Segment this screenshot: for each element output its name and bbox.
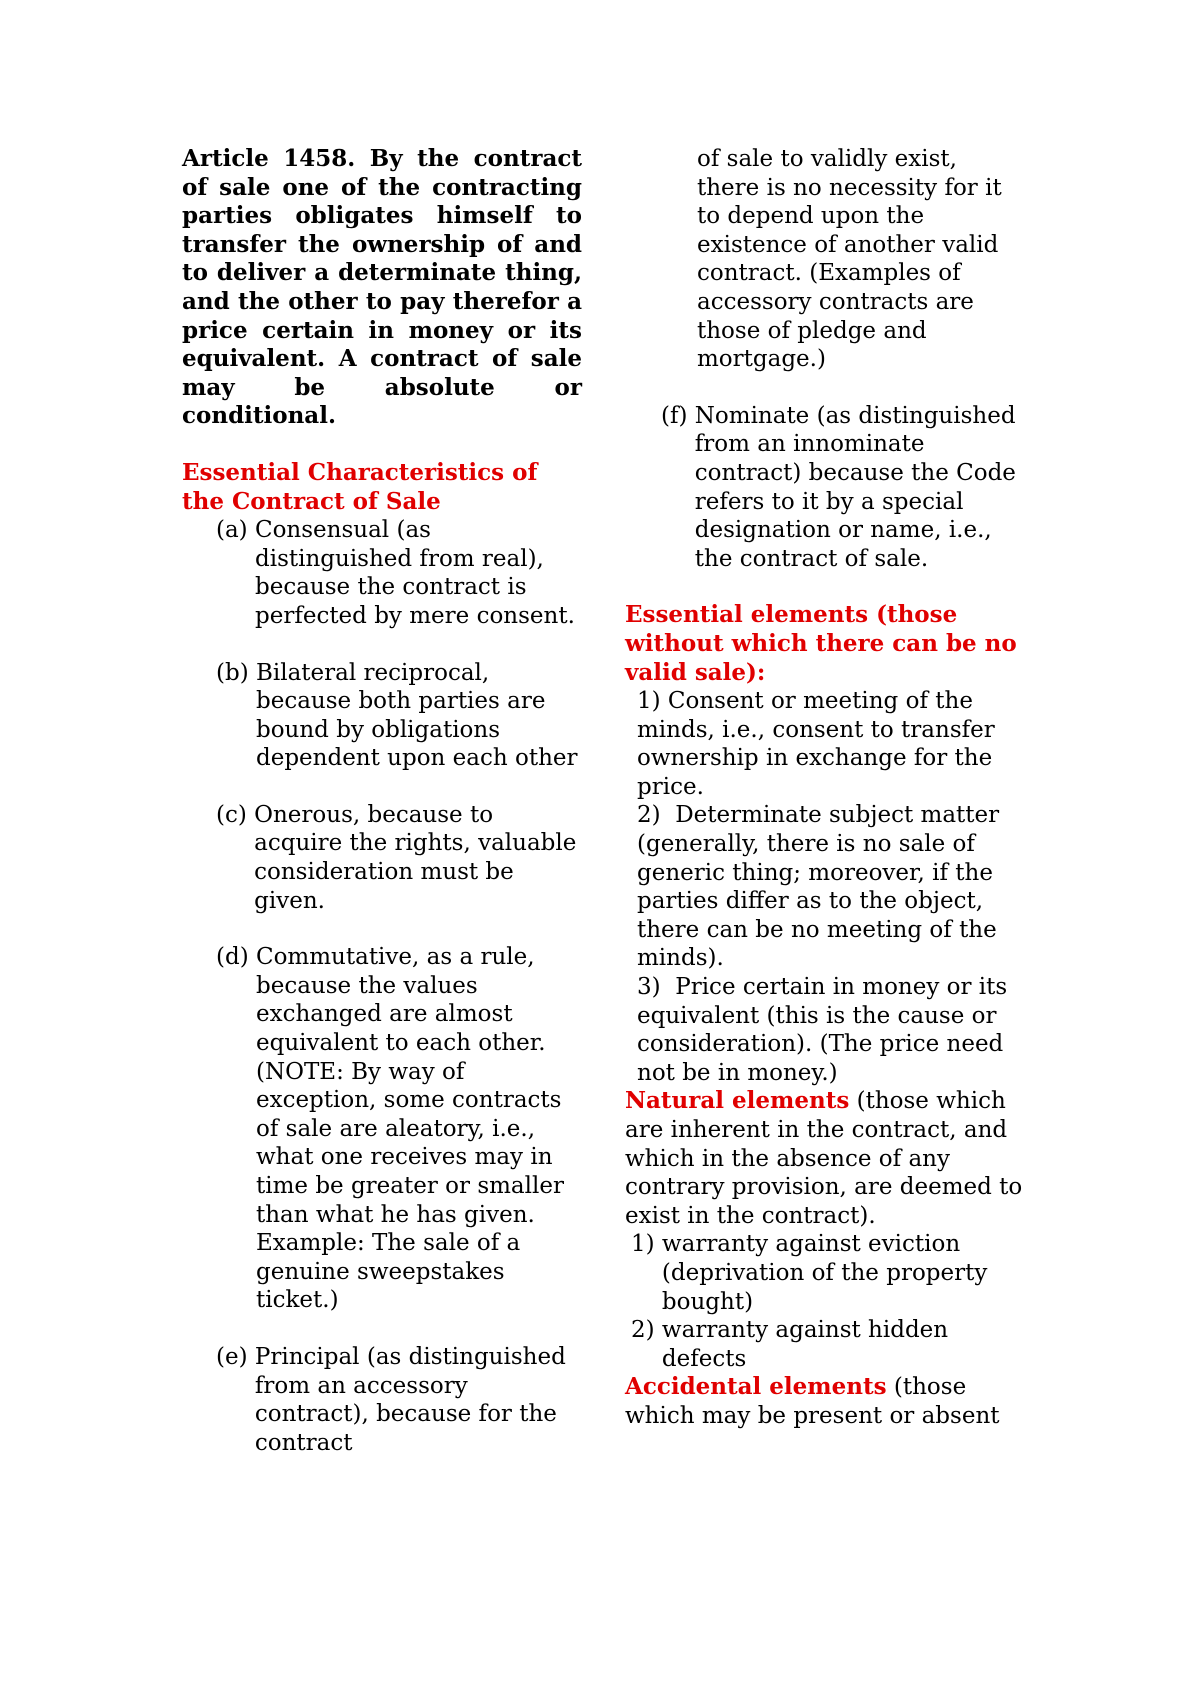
accidental-elements-description: (those which may be present or absent (625, 1374, 1000, 1429)
list-text: Bilateral reciprocal, because both parties are bound by obligations dependent upon each other (255, 659, 578, 772)
left-column (182, 145, 582, 1457)
list-item (216, 659, 582, 773)
list-text: Consent or meeting of the minds, i.e., consent to transfer ownership in exchange for the price. (637, 688, 995, 800)
list-item (637, 801, 1025, 973)
list-item (637, 687, 1025, 801)
list-item (216, 516, 582, 630)
right-column (625, 145, 1025, 1431)
list-marker: (f) (661, 402, 695, 429)
list-item (631, 1230, 1025, 1316)
list-marker: (d) (216, 944, 256, 971)
characteristics-list (216, 516, 582, 1457)
list-text: Commutative, as a rule, because the values exchanged are almost equivalent to each other. (NOTE: By way of exception, some contracts of sale are aleatory, i.e., what one receives may in time be greater or smaller than what he has given. Example: The sale of a genuine sweepstakes ticket.) (255, 944, 564, 1314)
list-item (216, 943, 582, 1315)
list-text: Principal (as distinguished from an accessory contract), because for the contract (254, 1343, 566, 1456)
accidental-elements-paragraph (625, 1373, 1025, 1430)
article-1458-intro: Article 1458. By the contract of sale one of the contracting parties obligates himself to transfer the ownership of and to deliver a determinate thing, and the other to pay therefor a price certain in money or its equivalent. A contract of sale may be absolute or conditional. (182, 145, 582, 430)
list-marker: (b) (216, 659, 256, 686)
list-marker: 2) (631, 1317, 662, 1344)
characteristics-heading: Essential Characteristics of the Contract of Sale (182, 458, 538, 515)
natural-elements-heading: Natural elements (625, 1087, 850, 1115)
essential-elements-heading: Essential elements (those without which there can be no valid sale): (625, 601, 1017, 686)
list-marker: (a) (216, 517, 255, 544)
list-item (631, 1316, 1025, 1373)
list-marker: 1) (637, 688, 668, 715)
accidental-elements-heading: Accidental elements (625, 1373, 887, 1401)
list-item (216, 801, 582, 915)
list-marker: (c) (216, 801, 255, 828)
list-text: Onerous, because to acquire the rights, valuable consideration must be given. (254, 801, 577, 914)
essential-elements-list (637, 687, 1025, 1087)
list-item (216, 1343, 582, 1457)
list-marker: (e) (216, 1343, 255, 1370)
list-marker: 1) (631, 1231, 662, 1258)
list-text: Consensual (as distinguished from real), because the contract is perfected by mere consent. (254, 517, 575, 629)
list-text: Nominate (as distinguished from an innominate contract) because the Code refers to it by a special designation or name, i.e., the contract of sale. (694, 402, 1016, 572)
list-text: Determinate subject matter (generally, there is no sale of generic thing; moreover, if the parties differ as to the object, there can be no meeting of the minds). (637, 802, 1000, 972)
natural-elements-paragraph (625, 1087, 1025, 1230)
list-text: warranty against hidden defects (661, 1317, 949, 1372)
list-item (661, 402, 1025, 574)
natural-elements-list (631, 1230, 1025, 1373)
item-e-continuation: of sale to validly exist, there is no necessity for it to depend upon the existence of another valid contract. (Examples of accessory contracts are those of pledge and mortgage.) (697, 146, 1002, 373)
list-item (637, 973, 1025, 1087)
list-marker: 2) (637, 802, 676, 829)
list-text: warranty against eviction (deprivation of the property bought) (661, 1231, 988, 1315)
natural-elements-description: (those which are inherent in the contract, and which in the absence of any contrary provision, are deemed to exist in the contract). (625, 1088, 1023, 1229)
list-marker: 3) (637, 974, 676, 1001)
list-text: Price certain in money or its equivalent (this is the cause or consideration). (The price need not be in money.) (637, 974, 1008, 1086)
